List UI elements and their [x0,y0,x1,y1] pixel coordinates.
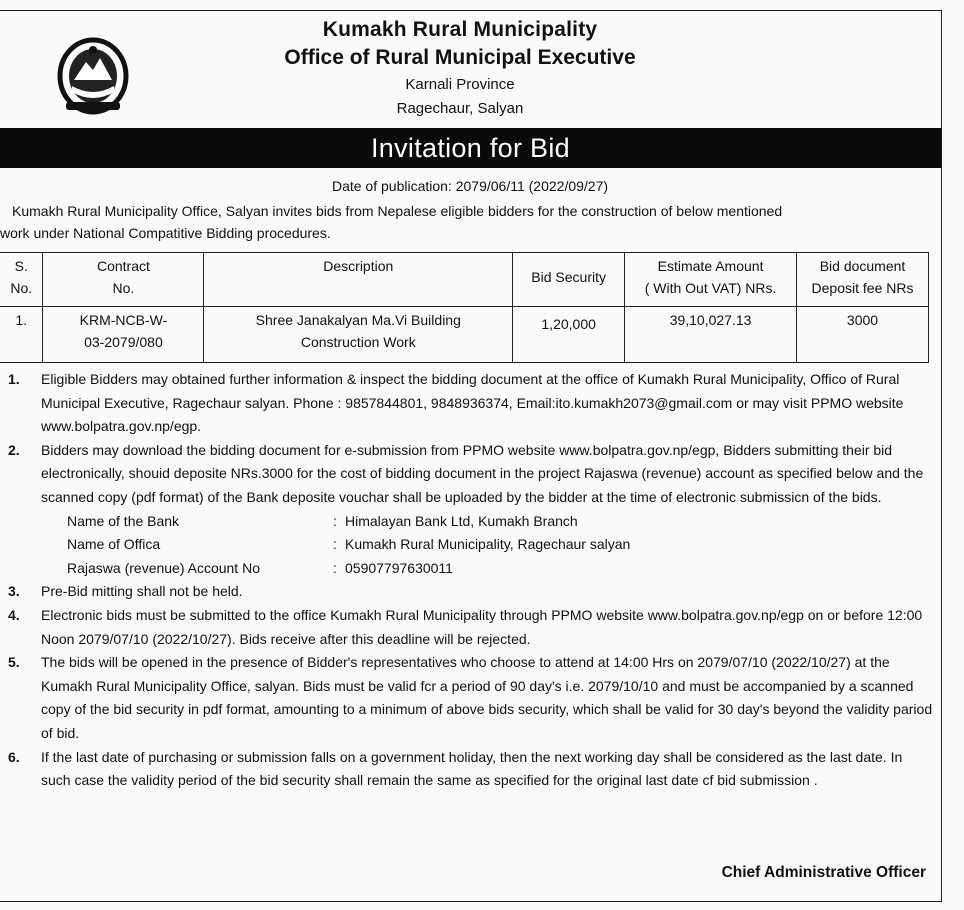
header-contract [43,253,204,307]
item-text: Eligible Bidders may obtained further information & inspect the bidding document at the office of Kumakh Rural Municipality, Offico of Rural Municipal Executive, Ragechaur salyan. Phone : 9857844801, 9848936374, Email:ito.kumakh2073@gmail.com or may visit PPMO website www.bolpatra.gov.np/egp. [41,371,904,435]
bank-row [67,510,933,534]
header-deposit-fee [797,253,929,307]
item-number: 1. [8,371,20,387]
separator: : [333,559,337,576]
intro-line-1: Kumakh Rural Municipality Office, Salyan invites bids from Nepalese eligible bidders for the construction of below mentioned [12,203,783,219]
header-sno [0,253,43,307]
office-name-label: Name of Offica [67,536,161,553]
municipality-title: Kumakh Rural Municipality [322,18,598,41]
cell-estimate: 39,10,027.13 [625,307,797,363]
header-estimate-line2: ( With Out VAT) NRs. [644,280,777,296]
item-number: 3. [8,583,20,600]
intro-paragraph [0,200,930,244]
list-item [8,580,933,604]
province-name: Karnali Province [405,76,515,93]
account-value: 05907797630011 [345,559,453,576]
header-contract-line2: No. [112,280,135,296]
account-row [67,557,933,581]
cell-bid-security: 1,20,000 [513,307,625,363]
office-title: Office of Rural Municipal Executive [284,46,636,69]
separator: : [333,512,337,529]
bank-name-label: Name of the Bank [67,512,180,529]
cell-description-line2: Construction Work [300,334,416,350]
header-deposit-line1: Bid document [819,258,906,274]
bid-table [0,252,929,363]
item-number: 6. [8,748,20,765]
header-sno-line2: No. [10,280,33,296]
cell-contract-line1: KRM-NCB-W- [79,312,168,328]
header-bid-security: Bid Security [513,253,625,307]
item-number: 2. [8,441,20,458]
location-name: Ragechaur, Salyan [396,100,524,117]
separator: : [333,536,337,553]
table-header-row [0,253,929,307]
item-text: Electronic bids must be submitted to the office Kumakh Rural Municipality through PPMO website www.bolpatra.gov.np/egp on or before 12:00 Noon 2079/07/10 (2022/10/27). Bids receive after this deadline will be rejected. [41,606,923,647]
cell-description-line1: Shree Janakalyan Ma.Vi Building [255,312,461,328]
item-text: Pre-Bid mitting shall not be held. [41,583,243,600]
cell-sno: 1. [0,307,43,363]
table-row [0,307,929,363]
list-item [8,651,933,745]
list-item [8,746,933,793]
item-number: 5. [8,654,20,671]
account-label: Rajaswa (revenue) Account No [67,559,260,576]
cell-deposit-fee: 3000 [797,307,929,363]
cell-contract [43,307,204,363]
intro-line-2: work under National Compatitive Bidding procedures. [0,225,331,241]
header-estimate [625,253,797,307]
header-deposit-line2: Deposit fee NRs [811,280,914,296]
bank-details [8,510,933,581]
office-name-value: Kumakh Rural Municipality, Ragechaur salyan [345,536,631,553]
office-row [67,533,933,557]
list-item [8,604,933,651]
header-description: Description [204,253,513,307]
conditions-list [8,368,933,793]
cell-description [204,307,513,363]
header-contract-line1: Contract [96,258,150,274]
signature-title: Chief Administrative Officer [721,864,926,881]
bank-name-value: Himalayan Bank Ltd, Kumakh Branch [345,512,578,529]
notice-header [0,14,942,126]
header-sno-line1: S. [14,258,28,274]
item-text: Bidders may download the bidding document for e-submission from PPMO website www.bolpatra.gov.np/egp, Bidders submitting their bid electronically, shouid deposite NRs.3000 for the cost of bidding document in the project Rajaswa (revenue) account as specified below and the scanned copy (pdf format) of the Bank deposite vouchar shall be uploaded by the bidder at the time of electronic submissicn of the bids. [41,441,924,505]
publication-date: Date of publication: 2079/06/11 (2022/09/27) [331,178,609,194]
list-item [8,368,933,439]
list-item [8,439,933,510]
cell-contract-line2: 03-2079/080 [84,334,163,350]
header-estimate-line1: Estimate Amount [657,258,764,274]
invitation-banner: Invitation for Bid [0,128,941,168]
item-number: 4. [8,606,20,623]
item-text: The bids will be opened in the presence of Bidder's representatives who choose to attend at 14:00 Hrs on 2079/07/10 (2022/10/27) at the Kumakh Rural Municipality Office, salyan. Bids must be valid fcr a period of 90 day's i.e. 2079/10/10 and must be accompanied by a scanned copy of the bid security in pdf format, amounting to a minimum of above bids security, which shall be valid for 30 day's beyond the validity pariod of bid. [41,654,933,741]
item-text: If the last date of purchasing or submission falls on a government holiday, then the next working day shall be considered as the last date. In such case the validity period of the bid security shall remain the same as specified for the original last date cf bid submission . [41,748,903,789]
